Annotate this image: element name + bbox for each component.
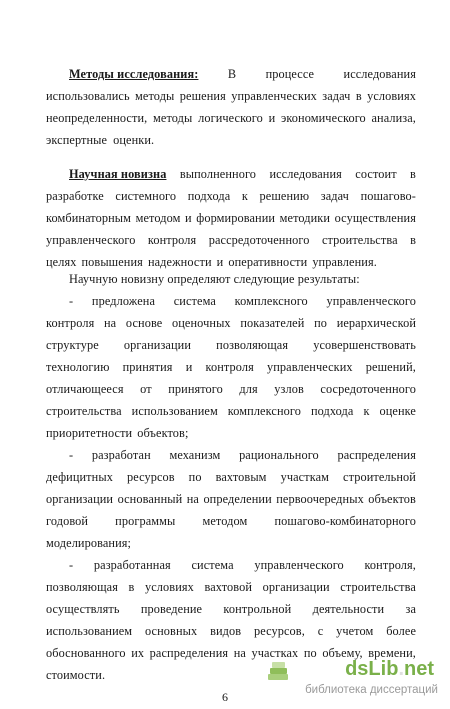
word: целях: [46, 255, 77, 269]
word: исследования: [343, 67, 416, 81]
word: разработке: [46, 189, 104, 203]
bullet-dash: -: [69, 558, 74, 572]
p1-line-4: [46, 133, 416, 148]
book-stack-icon: [265, 660, 291, 684]
word: использовались: [46, 89, 130, 103]
word: осуществления: [334, 211, 416, 225]
word: проведение: [140, 602, 203, 616]
b1-line-2: [46, 316, 416, 331]
word: вахтовой: [204, 580, 253, 594]
word: методы: [135, 89, 175, 103]
word: контроля: [147, 233, 197, 247]
p2-line-4: [46, 233, 416, 248]
watermark-logo-main: dsLib: [345, 658, 399, 680]
page-number: 6: [222, 690, 228, 704]
section-heading-novelty: Научная новизна: [69, 167, 167, 181]
word: состоит: [355, 167, 397, 181]
word: оценочных: [172, 316, 231, 330]
word: и: [185, 360, 193, 374]
word: системного: [115, 189, 177, 203]
watermark-subtitle: библиотека диссертаций: [305, 684, 438, 696]
word: определении: [203, 492, 272, 506]
word: на: [186, 492, 199, 506]
word: усовершенствовать: [313, 338, 416, 352]
p1-line-1: [69, 67, 416, 82]
word: структуре: [46, 338, 99, 352]
word: основанный: [117, 492, 183, 506]
word: отличающееся: [46, 382, 124, 396]
word: разработан: [91, 448, 151, 462]
word: логического: [198, 111, 263, 125]
word: к: [363, 404, 370, 418]
word: контроля: [205, 360, 254, 374]
word: задач: [322, 89, 351, 103]
word: участкам: [280, 470, 330, 484]
word: неопределенности,: [46, 111, 148, 125]
bullet-dash: -: [69, 448, 74, 462]
word: организации: [123, 338, 192, 352]
word: объектов: [368, 492, 416, 506]
word: оперативности: [228, 255, 308, 269]
word: методики: [279, 211, 331, 225]
word: приоритетности: [46, 426, 133, 440]
word: принятия: [122, 360, 173, 374]
word: организации: [262, 580, 330, 594]
word: более: [386, 624, 416, 638]
b2-line-5: [46, 536, 416, 551]
word: моделирования;: [46, 536, 132, 550]
word: система: [173, 294, 216, 308]
word: оценки.: [113, 133, 155, 147]
word: методом: [135, 211, 181, 225]
word: в: [128, 580, 135, 594]
p3-line-1: [69, 272, 416, 287]
word: решений,: [365, 360, 416, 374]
word: распределения: [337, 448, 416, 462]
word: их: [131, 646, 145, 660]
word: решения: [179, 89, 226, 103]
word: строительства: [340, 580, 416, 594]
word: и: [216, 255, 224, 269]
watermark-logo: [345, 658, 434, 681]
word: решению: [259, 189, 310, 203]
word: за: [405, 602, 416, 616]
word: использованием: [46, 624, 133, 638]
p2-line-5: [46, 255, 416, 270]
word: осуществлять: [46, 602, 120, 616]
word: подхода: [187, 189, 231, 203]
word: разработанная: [93, 558, 171, 572]
word: от: [140, 382, 152, 396]
word: управленческих: [231, 89, 317, 103]
word: технологию: [46, 360, 110, 374]
word: по: [314, 316, 328, 330]
word: с: [317, 624, 324, 638]
word: иерархической: [336, 316, 416, 330]
p1-line-2: [46, 89, 416, 104]
word: основе: [125, 316, 163, 330]
word: предложена: [91, 294, 156, 308]
word: методом: [202, 514, 248, 528]
word: экспертные: [46, 133, 108, 147]
b1-line-4: [46, 360, 416, 375]
word: первоочередных: [276, 492, 364, 506]
word: использованием: [131, 404, 218, 418]
word: ресурсов: [126, 470, 175, 484]
word: годовой: [46, 514, 89, 528]
word: управленческого: [326, 294, 416, 308]
word: пошагово-: [360, 189, 416, 203]
word: строительства: [321, 233, 398, 247]
word: надежности: [147, 255, 212, 269]
section-heading-methods: Методы исследования:: [69, 67, 199, 81]
b3-line-1: [69, 558, 416, 573]
watermark-logo-tld: net: [404, 658, 434, 680]
word: выполненного: [179, 167, 257, 181]
word: рассредоточенного: [208, 233, 310, 247]
word: подхода: [310, 404, 354, 418]
word: контрольной: [223, 602, 292, 616]
word: рационального: [239, 448, 319, 462]
word: для: [239, 382, 258, 396]
word: управленческого: [46, 233, 136, 247]
word: к: [241, 189, 248, 203]
b1-line-5: [46, 382, 416, 397]
word: комбинаторным: [46, 211, 132, 225]
watermark: [263, 658, 438, 704]
word: на: [233, 646, 246, 660]
word: времени,: [368, 646, 416, 660]
word: комплексного: [234, 294, 308, 308]
word: основных: [145, 624, 198, 638]
word: участках: [251, 646, 299, 660]
word: сосредоточенного: [320, 382, 416, 396]
word: ресурсов,: [253, 624, 305, 638]
word: на: [104, 316, 117, 330]
p1-line-3: [46, 111, 416, 126]
b2-line-2: [46, 470, 416, 485]
word: дефицитных: [46, 470, 113, 484]
word: управленческих: [266, 360, 353, 374]
word: учетом: [336, 624, 374, 638]
b1-line-1: [69, 294, 416, 309]
word: задач: [320, 189, 349, 203]
word: в: [355, 89, 362, 103]
word: по: [188, 470, 202, 484]
word: и: [268, 111, 276, 125]
p2-line-3: [46, 211, 416, 226]
word: строительной: [343, 470, 416, 484]
word: формировании: [196, 211, 276, 225]
word: анализа,: [371, 111, 416, 125]
word: объему,: [322, 646, 363, 660]
word: стоимости.: [46, 668, 106, 682]
b2-line-3: [46, 492, 416, 507]
word: контроля: [46, 316, 95, 330]
word: В: [227, 67, 237, 81]
b1-line-6: [46, 404, 416, 419]
word: экономического: [280, 111, 366, 125]
p2-line-2: [46, 189, 416, 204]
word: объектов;: [137, 426, 189, 440]
word: вахтовым: [215, 470, 267, 484]
word: по: [303, 646, 317, 660]
word: комплексного: [227, 404, 301, 418]
word: принятого: [168, 382, 223, 396]
word: программы: [115, 514, 176, 528]
watermark-logo-dot: .: [398, 658, 404, 680]
word: повышения: [81, 255, 143, 269]
word: и: [185, 211, 192, 225]
word: распределения: [149, 646, 229, 660]
word: исследования: [269, 167, 342, 181]
b3-line-3: [46, 602, 416, 617]
word: видов: [210, 624, 242, 638]
word: условиях: [145, 580, 194, 594]
word: обоснованного: [46, 646, 126, 660]
word: строительства: [46, 404, 122, 418]
results-intro: Научную новизну определяют следующие результаты:: [69, 272, 360, 286]
word: деятельности: [312, 602, 385, 616]
word: система: [191, 558, 234, 572]
word: управления.: [312, 255, 377, 269]
bullet-dash: -: [69, 294, 74, 308]
b2-line-1: [69, 448, 416, 463]
word: в: [410, 167, 416, 181]
word: процессе: [265, 67, 315, 81]
word: оценке: [379, 404, 416, 418]
word: позволяющая: [216, 338, 289, 352]
b3-line-4: [46, 624, 416, 639]
word: позволяющая: [46, 580, 118, 594]
b1-line-3: [46, 338, 416, 353]
b1-line-7: [46, 426, 416, 441]
b3-line-2: [46, 580, 416, 595]
word: организации: [46, 492, 114, 506]
word: методы: [153, 111, 193, 125]
word: узлов: [274, 382, 304, 396]
word: контроля,: [364, 558, 416, 572]
word: пошагово-комбинаторного: [274, 514, 416, 528]
word: показателей: [240, 316, 305, 330]
word: в: [410, 233, 416, 247]
p2-line-1: [69, 167, 416, 182]
word: механизм: [169, 448, 221, 462]
word: управленческого: [254, 558, 344, 572]
b2-line-4: [46, 514, 416, 529]
word: условиях: [367, 89, 416, 103]
